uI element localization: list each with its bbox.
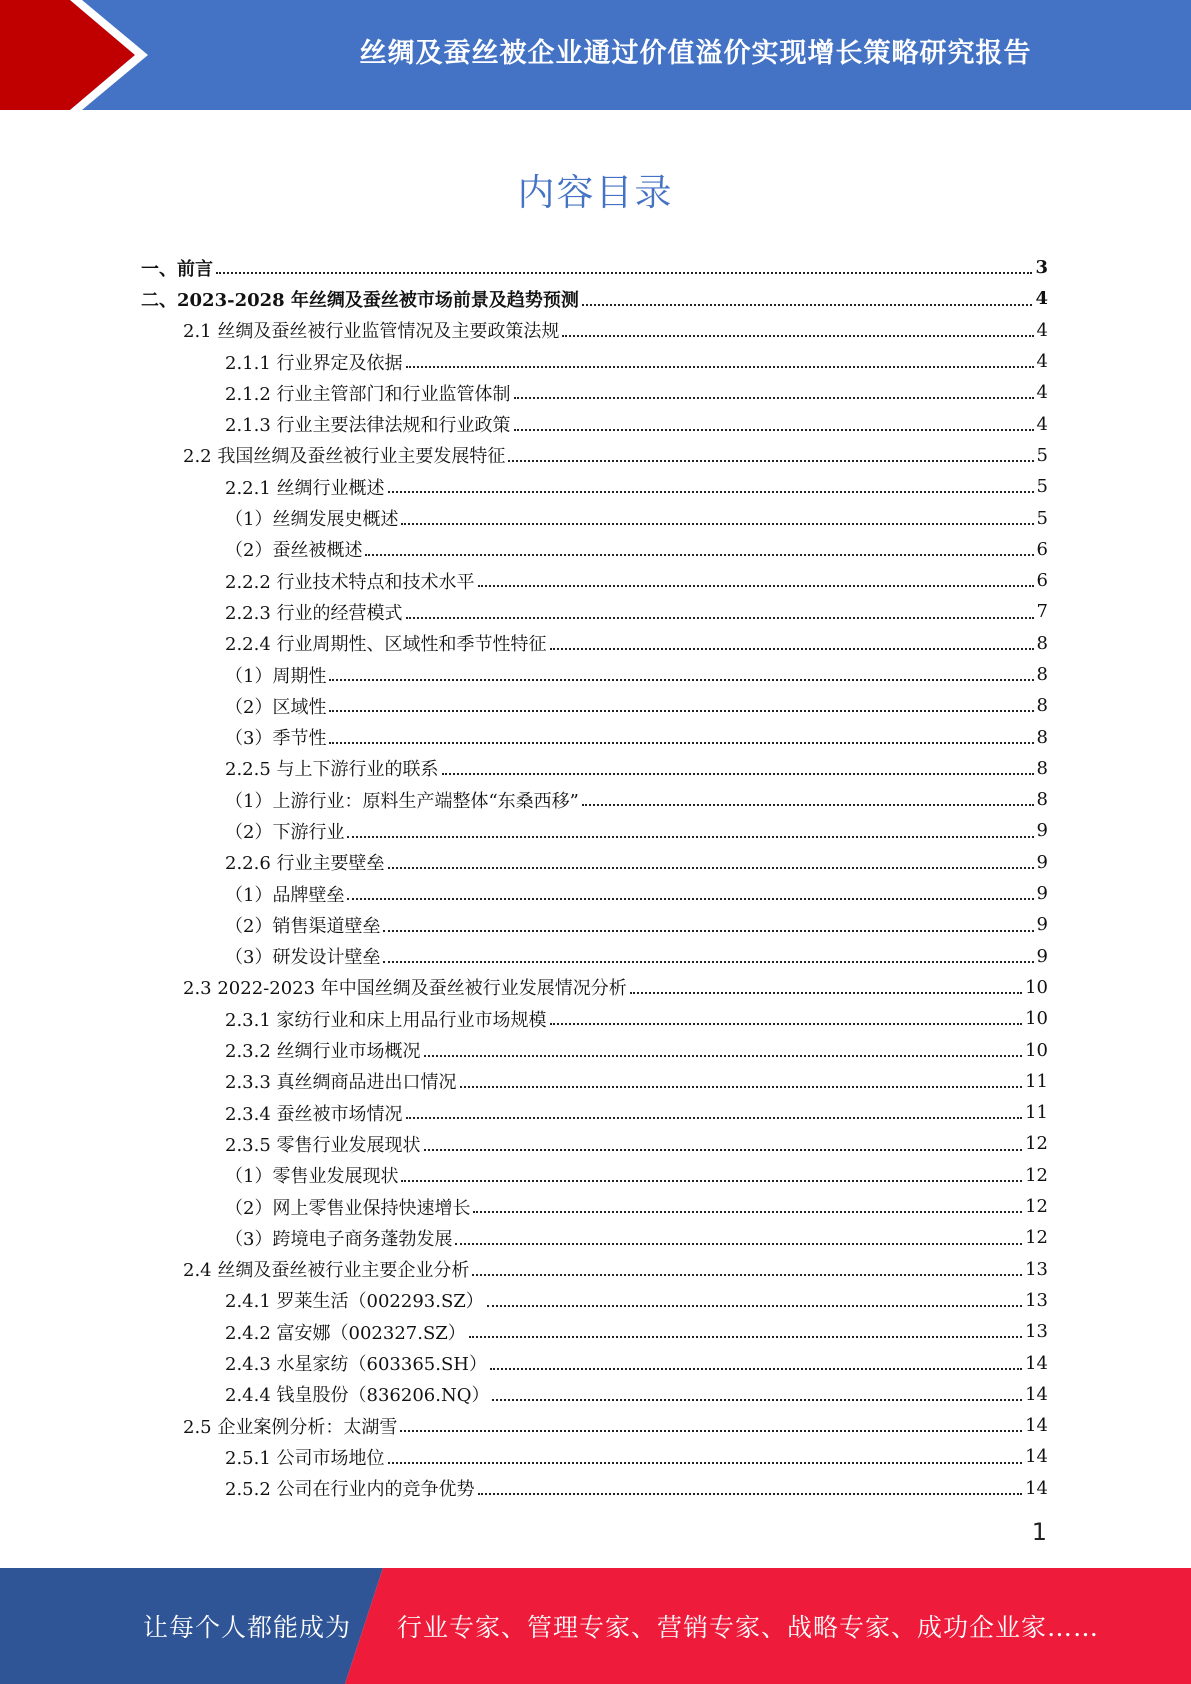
toc-entry-page: 13 — [1025, 1289, 1048, 1311]
page-number: 1 — [1031, 1518, 1047, 1546]
toc-dot-leader — [383, 960, 1033, 963]
toc-dot-leader — [424, 1054, 1023, 1057]
toc-entry-title: 2.1 丝绸及蚕丝被行业监管情况及主要政策法规 — [183, 321, 560, 343]
toc-entry-page: 8 — [1036, 695, 1048, 717]
toc-dot-leader — [400, 1429, 1022, 1432]
toc-entry-page: 11 — [1025, 1102, 1048, 1124]
toc-entry-title: （1）丝绸发展史概述 — [225, 509, 399, 531]
toc-entry-page: 12 — [1025, 1164, 1048, 1186]
toc-dot-leader — [469, 1335, 1022, 1338]
toc-entry-page: 14 — [1025, 1352, 1048, 1374]
toc-dot-leader — [347, 897, 1033, 900]
toc-entry-page: 9 — [1036, 945, 1048, 967]
toc-entry-title: （2）蚕丝被概述 — [225, 540, 363, 562]
toc-entry[interactable] — [141, 502, 1048, 533]
toc-entry-title: （1）周期性 — [225, 665, 327, 687]
toc-dot-leader — [424, 1148, 1023, 1151]
toc-entry-page: 4 — [1036, 413, 1048, 435]
toc-entry-page: 3 — [1035, 257, 1048, 279]
toc-entry[interactable] — [141, 659, 1048, 690]
toc-entry-page: 9 — [1036, 851, 1048, 873]
toc-dot-leader — [401, 1179, 1022, 1182]
toc-dot-leader — [478, 584, 1034, 587]
toc-dot-leader — [329, 741, 1033, 744]
toc-entry[interactable] — [141, 315, 1048, 346]
toc-entry-title: 2.3.5 零售行业发展现状 — [225, 1134, 421, 1156]
toc-entry-page: 5 — [1036, 476, 1048, 498]
toc-entry-title: （2）销售渠道壁垒 — [225, 915, 381, 937]
toc-entry-title: （3）季节性 — [225, 728, 327, 750]
toc-entry-title: 2.2.5 与上下游行业的联系 — [225, 759, 439, 781]
toc-entry-page: 14 — [1025, 1477, 1048, 1499]
toc-entry-page: 10 — [1025, 976, 1048, 998]
toc-entry-page: 13 — [1025, 1321, 1048, 1343]
toc-entry-title: 2.2.4 行业周期性、区域性和季节性特征 — [225, 634, 547, 656]
toc-entry[interactable] — [141, 815, 1048, 846]
toc-entry-page: 6 — [1036, 570, 1048, 592]
toc-dot-leader — [460, 1085, 1023, 1088]
toc-entry-page: 9 — [1036, 914, 1048, 936]
toc-entry[interactable] — [141, 377, 1048, 408]
toc-entry-page: 4 — [1036, 351, 1048, 373]
toc-entry[interactable] — [141, 784, 1048, 815]
toc-entry-page: 9 — [1036, 883, 1048, 905]
toc-dot-leader — [455, 1242, 1022, 1245]
toc-entry[interactable] — [141, 346, 1048, 377]
toc-entry-page: 6 — [1036, 538, 1048, 560]
toc-entry-page: 12 — [1025, 1133, 1048, 1155]
toc-entry[interactable] — [141, 283, 1048, 314]
toc-entry[interactable] — [141, 1254, 1048, 1285]
toc-entry-title: 2.2.6 行业主要壁垒 — [225, 853, 385, 875]
toc-entry-title: 一、前言 — [141, 258, 213, 280]
toc-entry-title: 2.4.3 水星家纺（603365.SH） — [225, 1354, 487, 1376]
toc-entry[interactable] — [141, 1128, 1048, 1159]
toc-entry[interactable] — [141, 1285, 1048, 1316]
toc-entry-title: （3）跨境电子商务蓬勃发展 — [225, 1228, 453, 1250]
toc-dot-leader — [406, 616, 1034, 619]
toc-dot-leader — [347, 835, 1033, 838]
toc-dot-leader — [388, 1461, 1023, 1464]
toc-entry-title: 2.3.1 家纺行业和床上用品行业市场规模 — [225, 1009, 547, 1031]
toc-entry-page: 12 — [1025, 1196, 1048, 1218]
toc-entry-page: 10 — [1025, 1039, 1048, 1061]
footer-banner — [0, 1568, 1191, 1684]
toc-entry-page: 13 — [1025, 1258, 1048, 1280]
toc-dot-leader — [550, 647, 1034, 650]
toc-dot-leader — [406, 365, 1034, 368]
toc-entry-page: 8 — [1036, 757, 1048, 779]
toc-entry[interactable] — [141, 753, 1048, 784]
toc-entry-title: （1）上游行业：原料生产端整体“东桑西移” — [225, 790, 579, 812]
toc-entry[interactable] — [141, 1379, 1048, 1410]
toc-entry[interactable] — [141, 1441, 1048, 1472]
toc-entry[interactable] — [141, 1160, 1048, 1191]
toc-dot-leader — [478, 1492, 1023, 1495]
toc-entry-title: （3）研发设计壁垒 — [225, 947, 381, 969]
toc-entry[interactable] — [141, 252, 1048, 283]
toc-dot-leader — [508, 459, 1033, 462]
toc-entry-title: 2.3.4 蚕丝被市场情况 — [225, 1103, 403, 1125]
toc-entry[interactable] — [141, 1191, 1048, 1222]
toc-entry-title: 2.4.4 钱皇股份（836206.NQ） — [225, 1385, 490, 1407]
toc-entry[interactable] — [141, 1003, 1048, 1034]
toc-dot-leader — [388, 490, 1034, 493]
table-of-contents — [141, 252, 1048, 1504]
toc-entry-page: 8 — [1036, 789, 1048, 811]
toc-dot-leader — [388, 866, 1034, 869]
toc-entry[interactable] — [141, 1034, 1048, 1065]
toc-entry-title: 2.2.1 丝绸行业概述 — [225, 477, 385, 499]
toc-entry[interactable] — [141, 941, 1048, 972]
toc-entry-page: 14 — [1025, 1415, 1048, 1437]
toc-entry-title: 2.4.1 罗莱生活（002293.SZ） — [225, 1291, 484, 1313]
toc-entry-page: 5 — [1036, 444, 1048, 466]
toc-entry-title: 2.2.2 行业技术特点和技术水平 — [225, 571, 475, 593]
toc-dot-leader — [490, 1367, 1022, 1370]
toc-dot-leader — [406, 1116, 1023, 1119]
toc-dot-leader — [514, 428, 1034, 431]
toc-entry-page: 14 — [1025, 1446, 1048, 1468]
toc-entry-page: 4 — [1035, 288, 1048, 310]
toc-entry-page: 4 — [1036, 382, 1048, 404]
toc-dot-leader — [492, 1398, 1022, 1401]
toc-entry[interactable] — [141, 1347, 1048, 1378]
toc-entry-page: 11 — [1025, 1070, 1048, 1092]
toc-entry-title: 2.5 企业案例分析：太湖雪 — [183, 1416, 398, 1438]
toc-entry-title: 2.3.3 真丝绸商品进出口情况 — [225, 1072, 457, 1094]
toc-entry[interactable] — [141, 1316, 1048, 1347]
toc-entry-title: 2.1.1 行业界定及依据 — [225, 352, 403, 374]
toc-entry[interactable] — [141, 565, 1048, 596]
toc-dot-leader — [562, 334, 1033, 337]
footer-slogan-right: 行业专家、管理专家、营销专家、战略专家、成功企业家…… — [397, 1613, 1100, 1642]
footer-slogan-left: 让每个人都能成为 — [143, 1613, 352, 1642]
toc-dot-leader — [216, 271, 1032, 274]
toc-entry-title: 2.2.3 行业的经营模式 — [225, 602, 403, 624]
toc-dot-leader — [329, 709, 1033, 712]
toc-entry[interactable] — [141, 1097, 1048, 1128]
toc-entry[interactable] — [141, 408, 1048, 439]
toc-entry-title: （2）下游行业 — [225, 821, 345, 843]
toc-entry-title: 2.5.2 公司在行业内的竞争优势 — [225, 1479, 475, 1501]
toc-entry[interactable] — [141, 878, 1048, 909]
toc-dot-leader — [383, 929, 1033, 932]
toc-entry-title: 2.2 我国丝绸及蚕丝被行业主要发展特征 — [183, 446, 506, 468]
toc-entry[interactable] — [141, 847, 1048, 878]
toc-dot-leader — [442, 772, 1034, 775]
toc-dot-leader — [582, 803, 1034, 806]
toc-entry-title: 二、2023-2028 年丝绸及蚕丝被市场前景及趋势预测 — [141, 289, 579, 311]
toc-entry-title: 2.3 2022-2023 年中国丝绸及蚕丝被行业发展情况分析 — [183, 978, 627, 1000]
toc-entry-page: 8 — [1036, 726, 1048, 748]
toc-dot-leader — [401, 522, 1033, 525]
toc-entry-title: 2.4.2 富安娜（002327.SZ） — [225, 1322, 466, 1344]
toc-dot-leader — [630, 991, 1022, 994]
toc-dot-leader — [487, 1304, 1022, 1307]
header-arrow-decoration — [0, 0, 160, 110]
toc-entry-title: 2.1.2 行业主管部门和行业监管体制 — [225, 383, 511, 405]
toc-dot-leader — [514, 396, 1034, 399]
toc-entry-title: （2）网上零售业保持快速增长 — [225, 1197, 471, 1219]
toc-entry-title: （1）零售业发展现状 — [225, 1166, 399, 1188]
toc-entry[interactable] — [141, 628, 1048, 659]
toc-dot-leader — [329, 678, 1033, 681]
toc-entry-title: 2.4 丝绸及蚕丝被行业主要企业分析 — [183, 1260, 470, 1282]
toc-heading: 内容目录 — [517, 171, 674, 214]
toc-entry-page: 7 — [1036, 601, 1048, 623]
toc-entry-page: 12 — [1025, 1227, 1048, 1249]
toc-entry-page: 10 — [1025, 1008, 1048, 1030]
toc-entry-page: 8 — [1036, 664, 1048, 685]
toc-entry[interactable] — [141, 1222, 1048, 1253]
toc-entry[interactable] — [141, 1410, 1048, 1441]
toc-entry-page: 4 — [1036, 319, 1048, 341]
toc-entry[interactable] — [141, 972, 1048, 1003]
toc-entry-title: （2）区域性 — [225, 696, 327, 718]
toc-entry[interactable] — [141, 534, 1048, 565]
toc-entry-page: 8 — [1036, 632, 1048, 654]
toc-entry[interactable] — [141, 1473, 1048, 1504]
toc-entry-page: 5 — [1036, 507, 1048, 529]
toc-entry[interactable] — [141, 1066, 1048, 1097]
toc-dot-leader — [550, 1022, 1023, 1025]
header-banner — [0, 0, 1191, 110]
report-title: 丝绸及蚕丝被企业通过价值溢价实现增长策略研究报告 — [359, 37, 1032, 69]
toc-dot-leader — [473, 1210, 1022, 1213]
toc-entry-title: 2.1.3 行业主要法律法规和行业政策 — [225, 415, 511, 437]
toc-entry[interactable] — [141, 690, 1048, 721]
toc-dot-leader — [365, 553, 1033, 556]
toc-entry-title: （1）品牌壁垒 — [225, 884, 345, 906]
toc-entry[interactable] — [141, 721, 1048, 752]
toc-entry[interactable] — [141, 471, 1048, 502]
toc-entry-title: 2.3.2 丝绸行业市场概况 — [225, 1041, 421, 1063]
toc-entry[interactable] — [141, 596, 1048, 627]
toc-entry-page: 9 — [1036, 820, 1048, 842]
toc-entry-title: 2.5.1 公司市场地位 — [225, 1447, 385, 1469]
toc-dot-leader — [472, 1273, 1022, 1276]
toc-dot-leader — [582, 303, 1033, 306]
toc-entry[interactable] — [141, 440, 1048, 471]
toc-entry[interactable] — [141, 909, 1048, 940]
toc-entry-page: 14 — [1025, 1383, 1048, 1405]
